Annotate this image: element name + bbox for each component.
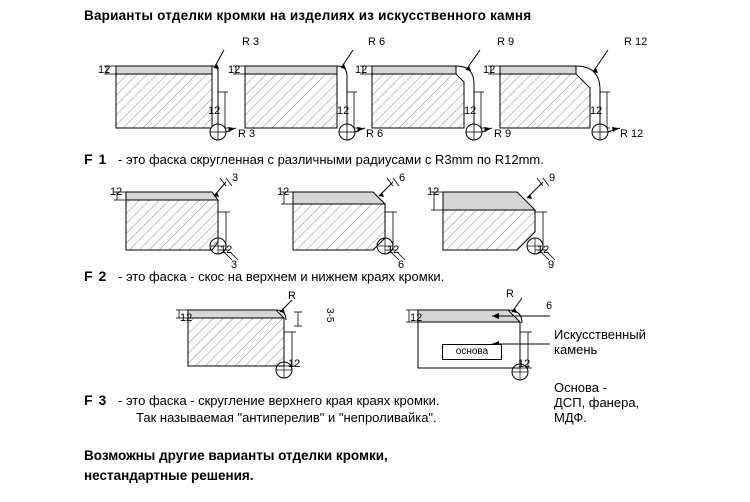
f2-item-3	[425, 172, 570, 272]
f3-2-top-label: R	[506, 288, 514, 300]
f3-item-1	[170, 292, 330, 384]
f1-caption: - это фаска скругленная с различными радиусами с R3mm по R12mm.	[118, 152, 544, 167]
f3-code: F 3	[84, 392, 108, 408]
legend-base-line1: Основа -	[554, 380, 607, 395]
legend-base-line2: ДСП, фанера,	[554, 395, 640, 410]
f1-1-left-dim: 12	[98, 64, 111, 76]
f3-2-corner-label: 6	[546, 300, 553, 312]
legend-base-line3: МДФ.	[554, 410, 587, 425]
f1-1-right-dim: 12	[208, 105, 221, 117]
f2-2-top-label: 6	[399, 172, 406, 184]
f1-3-top-label: R 9	[497, 36, 515, 48]
f3-caption-line1: - это фаска - скругление верхнего края краях кромки.	[118, 393, 440, 408]
f1-2-bottom-label: R 6	[366, 128, 384, 140]
f2-code: F 2	[84, 268, 108, 284]
legend-artificial-stone-line2: камень	[554, 342, 598, 357]
f3-1-top-label: R	[288, 290, 296, 302]
f3-1-side-label: 3-5	[324, 308, 335, 323]
f2-2-left-dim: 12	[277, 186, 290, 198]
f2-2-right-dim: 12	[387, 244, 400, 256]
f3-caption-line2: Так называемая "антиперелив" и "непроливайка".	[136, 410, 437, 425]
f3-1-bottom-dim: 12	[288, 358, 301, 370]
f2-item-2	[275, 172, 420, 272]
f3-2-bottom-dim: 12	[518, 358, 531, 370]
f1-3-right-dim: 12	[464, 105, 477, 117]
f1-item-4	[480, 36, 630, 144]
f2-3-left-dim: 12	[427, 186, 440, 198]
f2-caption: - это фаска - скос на верхнем и нижнем краях кромки.	[118, 269, 445, 284]
f1-1-bottom-label: R 3	[238, 128, 256, 140]
f1-3-left-dim: 12	[355, 64, 368, 76]
f2-1-top-label: 3	[232, 172, 239, 184]
f2-1-bottom-label: 3	[231, 259, 238, 271]
f1-2-left-dim: 12	[228, 64, 241, 76]
legend-artificial-stone-line1: Искусственный	[554, 327, 646, 342]
f1-item-1	[96, 36, 236, 144]
f1-code: F 1	[84, 151, 108, 167]
f2-3-right-dim: 12	[537, 244, 550, 256]
footer-line1: Возможны другие варианты отделки кромки,	[84, 448, 388, 463]
f1-4-right-dim: 12	[590, 105, 603, 117]
f2-item-1	[108, 172, 253, 272]
f2-2-bottom-label: 6	[398, 259, 405, 271]
f2-1-right-dim: 12	[220, 244, 233, 256]
f3-1-left-dim: 12	[180, 312, 193, 324]
f1-4-left-dim: 12	[483, 64, 496, 76]
f1-item-3	[352, 36, 492, 144]
f2-3-bottom-label: 9	[548, 259, 555, 271]
f3-2-left-dim: 12	[410, 312, 423, 324]
f1-2-top-label: R 6	[368, 36, 386, 48]
f2-3-top-label: 9	[549, 172, 556, 184]
f1-item-2	[225, 36, 368, 144]
f1-3-bottom-label: R 9	[494, 128, 512, 140]
f1-2-right-dim: 12	[337, 105, 350, 117]
page-title: Варианты отделки кромки на изделиях из искусственного камня	[84, 8, 532, 23]
f1-4-bottom-label: R 12	[620, 128, 644, 140]
f3-2-inner-box: основа	[442, 344, 502, 360]
f1-4-top-label: R 12	[624, 36, 648, 48]
f1-1-top-label: R 3	[242, 36, 260, 48]
footer-line2: нестандартные решения.	[84, 468, 254, 483]
f2-1-left-dim: 12	[110, 186, 123, 198]
